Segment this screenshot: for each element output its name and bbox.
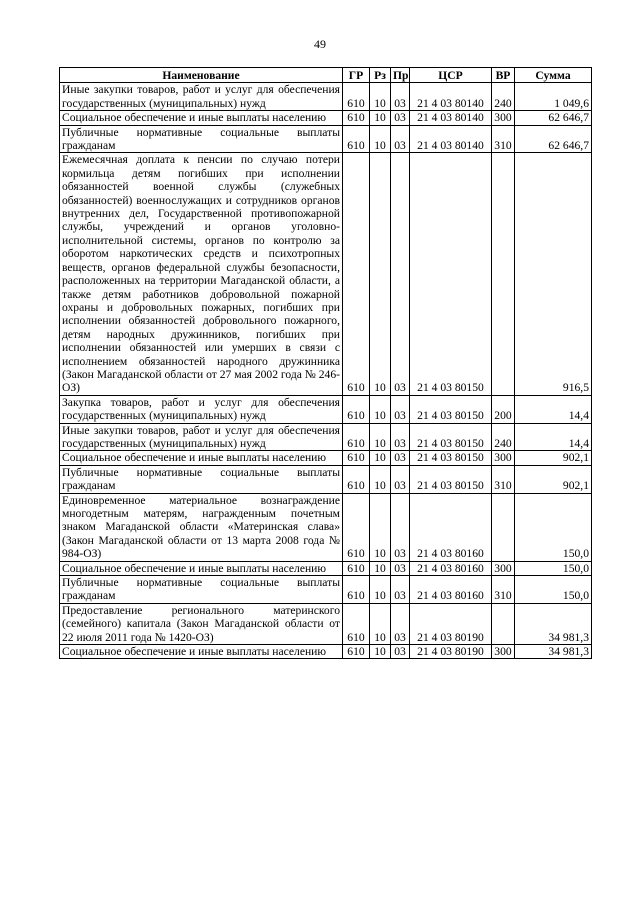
page-number: 49 — [314, 37, 326, 51]
row-vr: 310 — [492, 125, 515, 153]
header-vr: ВР — [492, 68, 515, 83]
row-vr: 310 — [492, 465, 515, 493]
table-row — [60, 465, 592, 493]
row-gr: 610 — [343, 465, 370, 493]
row-pr: 03 — [391, 83, 410, 111]
row-name: Социальное обеспечение и иные выплаты населению — [60, 561, 343, 575]
row-rz: 10 — [370, 125, 391, 153]
row-vr — [492, 603, 515, 644]
row-gr: 610 — [343, 576, 370, 604]
header-sum: Сумма — [515, 68, 592, 83]
row-gr: 610 — [343, 561, 370, 575]
row-pr: 03 — [391, 561, 410, 575]
row-pr: 03 — [391, 395, 410, 423]
row-csr: 21 4 03 80190 — [410, 603, 492, 644]
row-pr: 03 — [391, 465, 410, 493]
row-csr: 21 4 03 80150 — [410, 153, 492, 395]
row-sum: 62 646,7 — [515, 125, 592, 153]
row-name: Социальное обеспечение и иные выплаты населению — [60, 645, 343, 659]
budget-table — [59, 67, 592, 659]
row-name: Публичные нормативные социальные выплаты гражданам — [60, 465, 343, 493]
row-rz: 10 — [370, 645, 391, 659]
row-rz: 10 — [370, 83, 391, 111]
row-vr: 200 — [492, 395, 515, 423]
row-vr: 300 — [492, 561, 515, 575]
row-csr: 21 4 03 80190 — [410, 645, 492, 659]
row-name: Предоставление регионального материнского (семейного) капитала (Закон Магаданской области от 22 июля 2011 года № 1420-ОЗ) — [60, 603, 343, 644]
row-pr: 03 — [391, 603, 410, 644]
header-gr: ГР — [343, 68, 370, 83]
row-rz: 10 — [370, 603, 391, 644]
table-row — [60, 603, 592, 644]
row-csr: 21 4 03 80150 — [410, 395, 492, 423]
row-rz: 10 — [370, 465, 391, 493]
row-rz: 10 — [370, 493, 391, 561]
row-sum: 916,5 — [515, 153, 592, 395]
row-gr: 610 — [343, 423, 370, 451]
row-gr: 610 — [343, 83, 370, 111]
row-sum: 1 049,6 — [515, 83, 592, 111]
table-row — [60, 423, 592, 451]
row-name: Единовременное материальное вознаграждение многодетным матерям, награжденным почетным знаком Магаданской области «Материнская слава» (Закон Магаданской области от 13 марта 2008 года № 984-ОЗ) — [60, 493, 343, 561]
row-sum: 34 981,3 — [515, 603, 592, 644]
row-pr: 03 — [391, 645, 410, 659]
row-pr: 03 — [391, 493, 410, 561]
row-name: Ежемесячная доплата к пенсии по случаю потери кормильца детям погибших при исполнении обязанностей военной службы (служебных обязанностей) военнослужащих и сотрудников органов внутренних дел, Государственной противопожарной службы, учреждений и органов уголовно-исполнительной системы, органов по контролю за оборотом наркотических средств и психотропных веществ, органов федеральной службы безопасности, расположенных на территории Магаданской области, а также детям работников добровольной пожарной охраны и добровольных пожарных, погибших при исполнении обязанностей добровольного пожарного, детям народных дружинников, погибших при исполнении обязанностей или умерших в связи с исполнением обязанностей народного дружинника (Закон Магаданской области от 27 мая 2002 года № 246-ОЗ) — [60, 153, 343, 395]
row-csr: 21 4 03 80140 — [410, 111, 492, 125]
row-name: Социальное обеспечение и иные выплаты населению — [60, 111, 343, 125]
table-row — [60, 493, 592, 561]
row-csr: 21 4 03 80150 — [410, 451, 492, 465]
row-vr: 310 — [492, 576, 515, 604]
row-sum: 150,0 — [515, 576, 592, 604]
row-sum: 150,0 — [515, 561, 592, 575]
row-gr: 610 — [343, 493, 370, 561]
row-pr: 03 — [391, 111, 410, 125]
header-csr: ЦСР — [410, 68, 492, 83]
row-name: Иные закупки товаров, работ и услуг для обеспечения государственных (муниципальных) нужд — [60, 423, 343, 451]
row-vr — [492, 153, 515, 395]
row-gr: 610 — [343, 111, 370, 125]
table-row — [60, 561, 592, 575]
row-vr: 300 — [492, 111, 515, 125]
row-rz: 10 — [370, 451, 391, 465]
row-rz: 10 — [370, 395, 391, 423]
table-row — [60, 125, 592, 153]
row-rz: 10 — [370, 153, 391, 395]
row-gr: 610 — [343, 153, 370, 395]
header-name: Наименование — [60, 68, 343, 83]
row-name: Социальное обеспечение и иные выплаты населению — [60, 451, 343, 465]
row-name: Публичные нормативные социальные выплаты гражданам — [60, 125, 343, 153]
row-name: Иные закупки товаров, работ и услуг для обеспечения государственных (муниципальных) нужд — [60, 83, 343, 111]
row-sum: 902,1 — [515, 465, 592, 493]
header-pr: Пр — [391, 68, 410, 83]
row-rz: 10 — [370, 561, 391, 575]
table-header-row — [60, 68, 592, 83]
row-csr: 21 4 03 80140 — [410, 83, 492, 111]
row-csr: 21 4 03 80140 — [410, 125, 492, 153]
row-pr: 03 — [391, 125, 410, 153]
row-sum: 14,4 — [515, 423, 592, 451]
row-pr: 03 — [391, 451, 410, 465]
table-row — [60, 645, 592, 659]
row-vr: 240 — [492, 83, 515, 111]
row-sum: 902,1 — [515, 451, 592, 465]
row-sum: 150,0 — [515, 493, 592, 561]
row-csr: 21 4 03 80160 — [410, 561, 492, 575]
row-vr — [492, 493, 515, 561]
row-rz: 10 — [370, 576, 391, 604]
table-row — [60, 153, 592, 395]
row-pr: 03 — [391, 576, 410, 604]
row-vr: 300 — [492, 451, 515, 465]
row-rz: 10 — [370, 111, 391, 125]
table-row — [60, 111, 592, 125]
table-row — [60, 395, 592, 423]
table-row — [60, 83, 592, 111]
row-vr: 240 — [492, 423, 515, 451]
row-gr: 610 — [343, 645, 370, 659]
row-pr: 03 — [391, 423, 410, 451]
row-csr: 21 4 03 80150 — [410, 423, 492, 451]
row-gr: 610 — [343, 451, 370, 465]
row-sum: 14,4 — [515, 395, 592, 423]
row-csr: 21 4 03 80160 — [410, 493, 492, 561]
row-gr: 610 — [343, 603, 370, 644]
row-csr: 21 4 03 80150 — [410, 465, 492, 493]
table-row — [60, 451, 592, 465]
row-rz: 10 — [370, 423, 391, 451]
table-row — [60, 576, 592, 604]
row-vr: 300 — [492, 645, 515, 659]
row-sum: 62 646,7 — [515, 111, 592, 125]
row-pr: 03 — [391, 153, 410, 395]
row-csr: 21 4 03 80160 — [410, 576, 492, 604]
header-rz: Рз — [370, 68, 391, 83]
row-gr: 610 — [343, 395, 370, 423]
row-sum: 34 981,3 — [515, 645, 592, 659]
row-gr: 610 — [343, 125, 370, 153]
row-name: Публичные нормативные социальные выплаты гражданам — [60, 576, 343, 604]
row-name: Закупка товаров, работ и услуг для обеспечения государственных (муниципальных) нужд — [60, 395, 343, 423]
